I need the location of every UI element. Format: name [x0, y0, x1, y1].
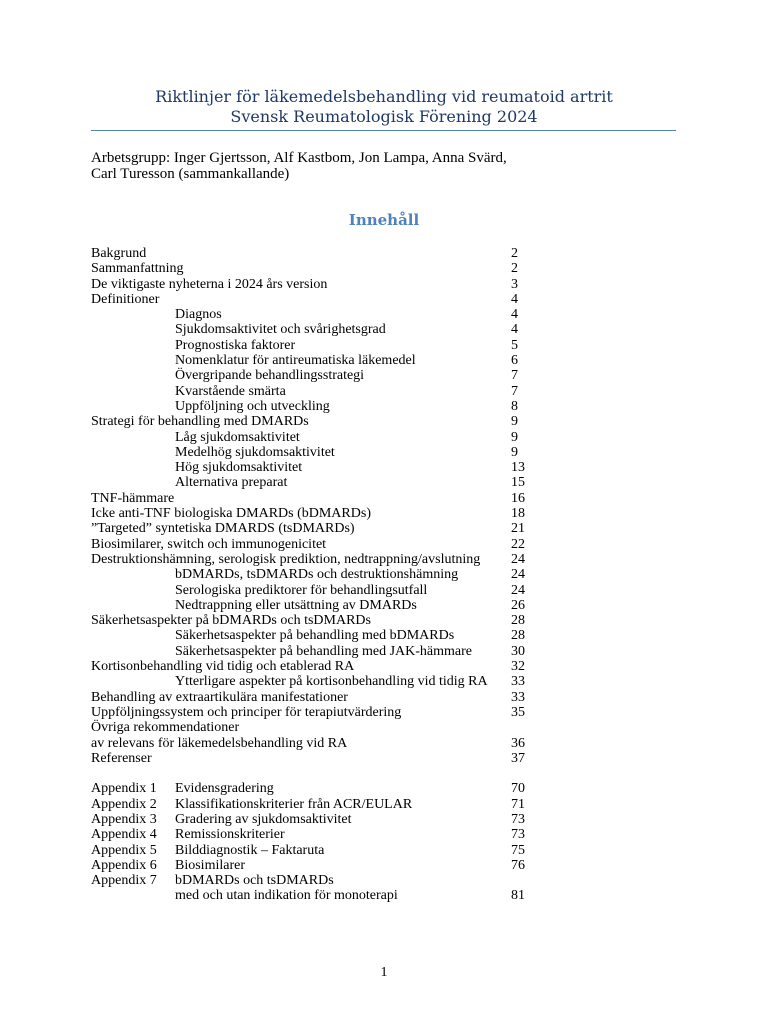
- toc-entry[interactable]: [0, 307, 768, 322]
- appendix-code: Appendix 6: [91, 857, 157, 873]
- appendix-code: Appendix 7: [91, 873, 157, 889]
- toc-entry-page: 2: [511, 246, 518, 261]
- working-group-line-1: Arbetsgrupp: Inger Gjertsson, Alf Kastbom, Jon Lampa, Anna Svärd,: [91, 150, 507, 166]
- toc-entry-title: Nedtrappning eller utsättning av DMARDs: [175, 597, 417, 613]
- toc-entry[interactable]: [0, 720, 768, 735]
- toc-entry-page: 2: [511, 261, 518, 277]
- appendix-page: 71: [511, 796, 525, 812]
- appendix-entry[interactable]: [0, 843, 768, 858]
- appendix-code: Appendix 5: [91, 842, 157, 858]
- toc-entry-title: bDMARDs, tsDMARDs och destruktionshämning: [175, 567, 459, 583]
- appendix-entry[interactable]: [0, 781, 768, 796]
- toc-entry[interactable]: [0, 521, 768, 536]
- toc-entry[interactable]: [0, 613, 768, 628]
- title-divider: [91, 130, 676, 131]
- toc-entry[interactable]: [0, 322, 768, 337]
- appendix-title: bDMARDs och tsDMARDs: [175, 873, 334, 889]
- toc-entry-page: 15: [511, 475, 525, 491]
- appendix-entry[interactable]: [0, 858, 768, 873]
- toc-entry-page: 7: [511, 368, 518, 384]
- toc-entry-title: Uppföljning och utveckling: [175, 398, 330, 414]
- appendix-entry[interactable]: [0, 827, 768, 842]
- toc-entry-title: De viktigaste nyheterna i 2024 års version: [91, 276, 328, 292]
- appendix-title: Remissionskriterier: [175, 827, 285, 843]
- toc-entry-title: Behandling av extraartikulära manifestationer: [91, 689, 348, 705]
- toc-entry-title: Ytterligare aspekter på kortisonbehandling vid tidig RA: [175, 674, 488, 690]
- document-title: Riktlinjer för läkemedelsbehandling vid reumatoid artrit: [155, 87, 613, 106]
- appendix-entry[interactable]: [0, 888, 768, 903]
- toc-entry-page: 5: [511, 337, 518, 353]
- toc-entry-title: Icke anti-TNF biologiska DMARDs (bDMARDs): [91, 506, 371, 522]
- toc-entry-page: 4: [511, 307, 518, 323]
- toc-entry[interactable]: [0, 751, 768, 766]
- toc-entry-page: 18: [511, 506, 525, 522]
- appendix-page: 75: [511, 842, 525, 858]
- appendix-entry[interactable]: [0, 812, 768, 827]
- appendix-code: Appendix 2: [91, 796, 157, 812]
- toc-entry-title: Bakgrund: [91, 246, 147, 261]
- toc-entry[interactable]: [0, 598, 768, 613]
- toc-entry[interactable]: [0, 705, 768, 720]
- toc-entry-page: 28: [511, 613, 525, 629]
- toc-entry-title: Sjukdomsaktivitet och svårighetsgrad: [175, 322, 386, 338]
- toc-entry-page: 16: [511, 490, 525, 506]
- toc-entry-title: Säkerhetsaspekter på behandling med JAK-hämmare: [175, 643, 473, 659]
- toc-entry-page: 4: [511, 291, 518, 307]
- toc-entry-title: Säkerhetsaspekter på behandling med bDMARDs: [175, 628, 455, 644]
- toc-entry-title: ”Targeted” syntetiska DMARDS (tsDMARDs): [91, 521, 355, 537]
- toc-entry[interactable]: [0, 353, 768, 368]
- toc-entry-title: Medelhög sjukdomsaktivitet: [175, 444, 335, 460]
- toc-entry-title: Destruktionshämning, serologisk prediktion, nedtrappning/avslutning: [91, 551, 481, 567]
- toc-entry[interactable]: [0, 736, 768, 751]
- toc-entry[interactable]: [0, 644, 768, 659]
- appendix-page: 76: [511, 857, 525, 873]
- appendix-title: Bilddiagnostik – Faktaruta: [175, 842, 325, 858]
- working-group-line-2: Carl Turesson (sammankallande): [91, 166, 290, 182]
- toc-entry[interactable]: [0, 430, 768, 445]
- toc-entry-title: Strategi för behandling med DMARDs: [91, 414, 309, 430]
- toc-entry-page: 3: [511, 276, 518, 292]
- appendix-title: Klassifikationskriterier från ACR/EULAR: [175, 796, 413, 812]
- appendix-entry[interactable]: [0, 797, 768, 812]
- toc-entry-title: Serologiska prediktorer för behandlingsutfall: [175, 582, 428, 598]
- toc-entry-page: 6: [511, 353, 518, 369]
- appendix-title: Evidensgradering: [175, 781, 274, 797]
- table-of-contents: [0, 246, 768, 904]
- toc-entry-title: Uppföljningssystem och principer för terapiutvärdering: [91, 704, 402, 720]
- toc-entry-page: 7: [511, 383, 518, 399]
- toc-entry[interactable]: [0, 338, 768, 353]
- toc-entry-title: Säkerhetsaspekter på bDMARDs och tsDMARDs: [91, 613, 371, 629]
- appendix-entry[interactable]: [0, 873, 768, 888]
- appendix-page: 81: [511, 888, 525, 904]
- document-subtitle: Svensk Reumatologisk Förening 2024: [230, 107, 538, 126]
- toc-entry-title: Hög sjukdomsaktivitet: [175, 460, 303, 476]
- toc-entry-page: 26: [511, 597, 525, 613]
- appendix-code: Appendix 4: [91, 827, 157, 843]
- toc-entry-page: 21: [511, 521, 525, 537]
- appendix-title: Biosimilarer: [175, 857, 245, 873]
- toc-heading: Innehåll: [348, 211, 420, 229]
- toc-entry[interactable]: [0, 491, 768, 506]
- toc-entry-title: Alternativa preparat: [175, 475, 288, 491]
- working-group: [91, 150, 691, 182]
- toc-entry-page: 4: [511, 322, 518, 338]
- toc-entry-page: 8: [511, 398, 518, 414]
- toc-entry-title: Nomenklatur för antireumatiska läkemedel: [175, 353, 416, 369]
- toc-entry-page: 30: [511, 643, 525, 659]
- toc-entry-page: 24: [511, 551, 525, 567]
- toc-entry-title: Biosimilarer, switch och immunogenicitet: [91, 536, 327, 552]
- toc-entry[interactable]: [0, 552, 768, 567]
- toc-entry-title: Referenser: [91, 750, 152, 766]
- toc-entry[interactable]: [0, 246, 768, 261]
- appendix-code: Appendix 1: [91, 781, 157, 797]
- toc-entry[interactable]: [0, 292, 768, 307]
- appendix-title: Gradering av sjukdomsaktivitet: [175, 811, 352, 827]
- toc-entry[interactable]: [0, 537, 768, 552]
- toc-entry[interactable]: [0, 583, 768, 598]
- toc-entry[interactable]: [0, 475, 768, 490]
- toc-entry-page: 28: [511, 628, 525, 644]
- appendix-page: 70: [511, 781, 525, 797]
- toc-spacer: [0, 766, 768, 781]
- toc-entry-page: 33: [511, 674, 525, 690]
- toc-entry-page: 9: [511, 429, 518, 445]
- toc-entry-page: 22: [511, 536, 525, 552]
- toc-entry-title: TNF-hämmare: [91, 490, 175, 506]
- page-number: 1: [380, 965, 388, 980]
- toc-entry[interactable]: [0, 628, 768, 643]
- toc-entry-title: Låg sjukdomsaktivitet: [175, 429, 300, 445]
- toc-entry-page: 37: [511, 750, 525, 766]
- toc-entry-title: av relevans för läkemedelsbehandling vid RA: [91, 735, 348, 751]
- toc-entry-title: Definitioner: [91, 291, 160, 307]
- toc-entry[interactable]: [0, 674, 768, 689]
- toc-entry-page: 24: [511, 567, 525, 583]
- toc-entry-title: Övergripande behandlingsstrategi: [175, 368, 365, 384]
- appendix-page: 73: [511, 827, 525, 843]
- toc-entry[interactable]: [0, 690, 768, 705]
- toc-entry[interactable]: [0, 414, 768, 429]
- toc-entry[interactable]: [0, 659, 768, 674]
- toc-entry[interactable]: [0, 277, 768, 292]
- toc-entry[interactable]: [0, 460, 768, 475]
- toc-entry-title: Kortisonbehandling vid tidig och etablerad RA: [91, 659, 355, 675]
- toc-entry[interactable]: [0, 445, 768, 460]
- appendix-page: 73: [511, 811, 525, 827]
- toc-entry[interactable]: [0, 567, 768, 582]
- toc-entry-title: Prognostiska faktorer: [175, 337, 296, 353]
- toc-entry-title: Sammanfattning: [91, 261, 184, 277]
- toc-entry[interactable]: [0, 261, 768, 276]
- appendix-code: Appendix 3: [91, 811, 157, 827]
- appendix-title: med och utan indikation för monoterapi: [175, 888, 398, 904]
- toc-entry-page: 36: [511, 735, 525, 751]
- toc-entry[interactable]: [0, 399, 768, 414]
- toc-entry-page: 35: [511, 704, 525, 720]
- toc-entry-page: 13: [511, 460, 525, 476]
- toc-entry-title: Kvarstående smärta: [175, 383, 286, 399]
- toc-entry-page: 24: [511, 582, 525, 598]
- toc-entry[interactable]: [0, 506, 768, 521]
- toc-entry-page: 9: [511, 444, 518, 460]
- toc-entry-title: Övriga rekommendationer: [91, 720, 240, 736]
- toc-entry-page: 33: [511, 689, 525, 705]
- toc-entry-page: 32: [511, 659, 525, 675]
- toc-entry[interactable]: [0, 368, 768, 383]
- toc-entry[interactable]: [0, 384, 768, 399]
- toc-entry-page: 9: [511, 414, 518, 430]
- toc-entry-title: Diagnos: [175, 307, 222, 323]
